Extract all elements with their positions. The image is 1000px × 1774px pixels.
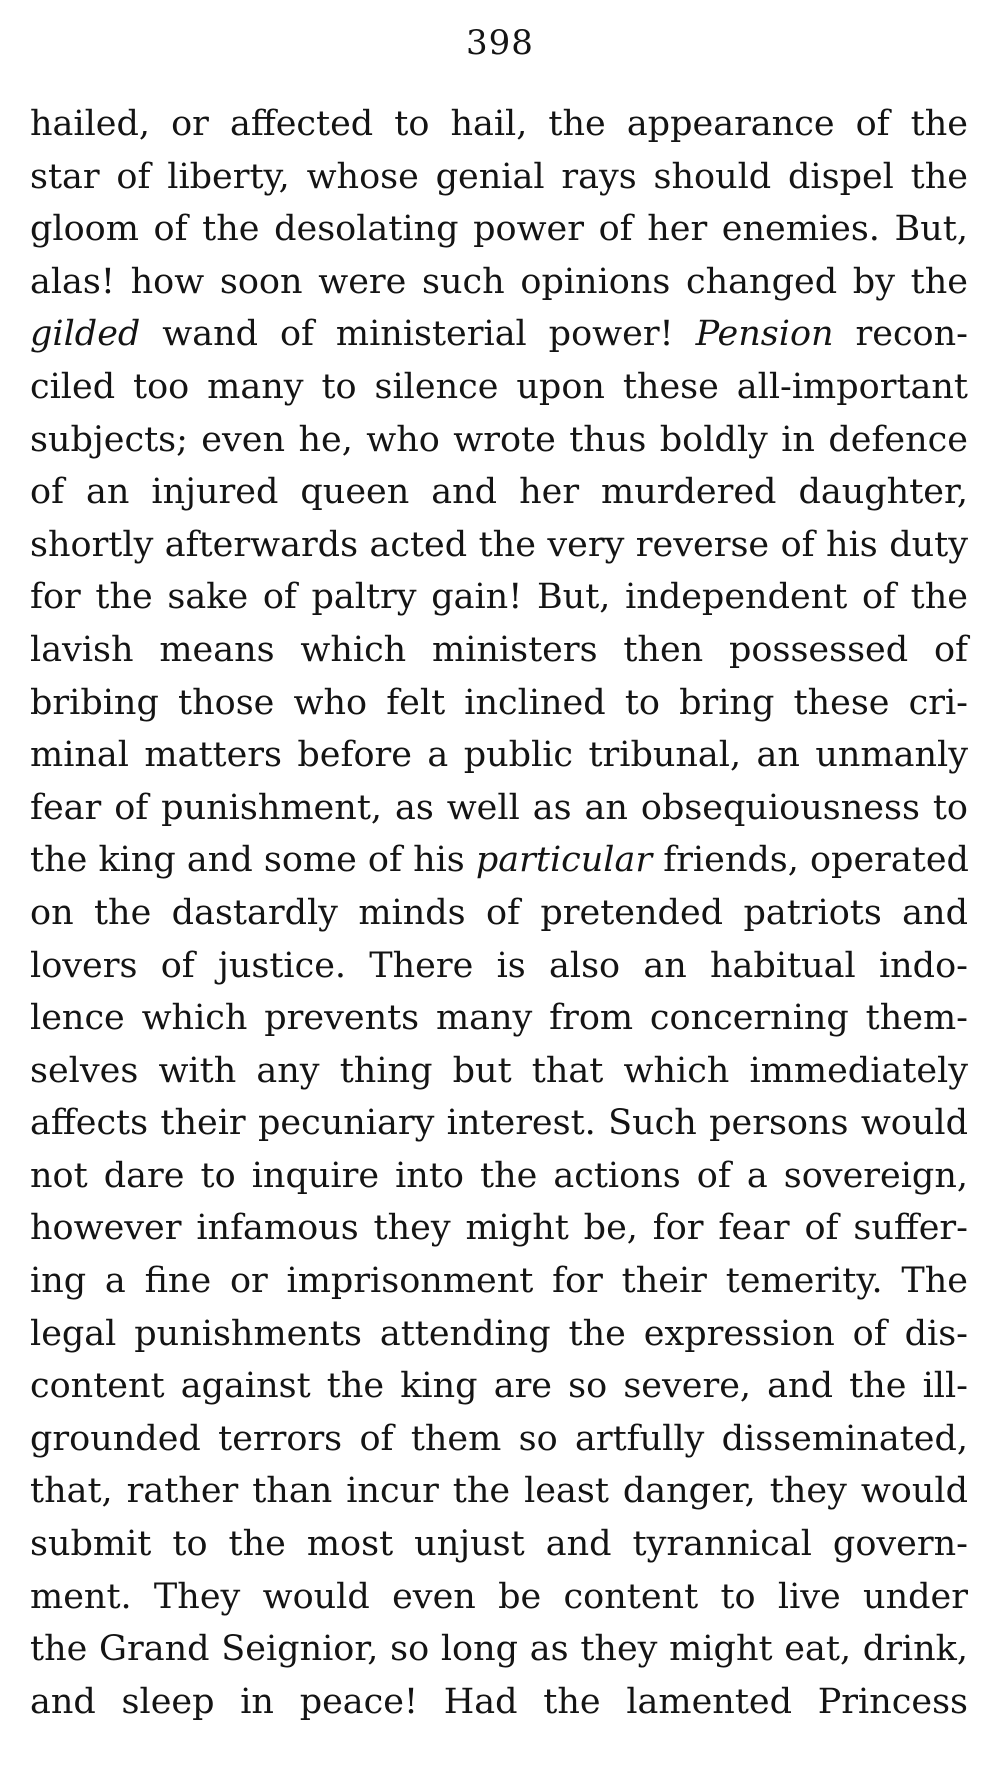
text-segment: submit to the most unjust and tyrannical govern- (30, 1524, 968, 1565)
italic-emphasis: particular (475, 840, 653, 881)
text-line (30, 1045, 968, 1098)
text-line (30, 308, 968, 361)
text-line (30, 887, 968, 940)
text-segment: that, rather than incur the least danger, they would (30, 1471, 968, 1512)
text-line (30, 1308, 968, 1361)
italic-emphasis: gilded (30, 314, 141, 355)
text-segment: content against the king are so severe, and the ill- (30, 1366, 968, 1407)
text-segment: lence which prevents many from concerning them- (30, 998, 968, 1039)
text-segment: hailed, or affected to hail, the appearance of the (30, 104, 968, 144)
text-line (30, 677, 968, 730)
text-line (30, 1150, 968, 1203)
text-line (30, 1465, 968, 1518)
text-segment: ciled too many to silence upon these all-important (30, 366, 968, 407)
text-line (30, 1571, 968, 1624)
text-segment: subjects; even he, who wrote thus boldly in defence (30, 419, 968, 460)
text-segment: on the dastardly minds of pretended patriots and (30, 892, 968, 933)
text-segment: for the sake of paltry gain! But, independent of the (30, 577, 968, 618)
text-segment: gloom of the desolating power of her enemies. But, (30, 209, 968, 250)
text-segment: however infamous they might be, for fear of suffer- (30, 1208, 968, 1249)
text-line (30, 466, 968, 519)
text-segment: legal punishments attending the expression of dis- (30, 1313, 968, 1354)
text-line (30, 782, 968, 835)
text-segment: shortly afterwards acted the very reverse of his duty (30, 524, 968, 565)
text-segment: the king and some of his (30, 840, 476, 881)
text-segment: lovers of justice. There is also an habitual indo- (30, 945, 968, 986)
text-segment: alas! how soon were such opinions changed by the (30, 261, 968, 302)
text-line (30, 151, 968, 204)
text-segment: recon- (833, 314, 968, 355)
text-line (30, 1623, 968, 1676)
text-line (30, 519, 968, 572)
text-line (30, 414, 968, 467)
italic-emphasis: Pension (695, 314, 834, 355)
text-line (30, 992, 968, 1045)
text-segment: grounded terrors of them so artfully disseminated, (30, 1418, 968, 1459)
text-line (30, 256, 968, 309)
text-segment: minal matters before a public tribunal, an unmanly (30, 735, 968, 776)
text-segment: star of liberty, whose genial rays should dispel the (30, 156, 968, 197)
text-line (30, 940, 968, 993)
text-segment: selves with any thing but that which immediately (30, 1050, 968, 1091)
text-segment: fear of punishment, as well as an obsequiousness to (30, 787, 968, 828)
text-line (30, 203, 968, 256)
body-text (30, 98, 968, 1728)
text-segment: of an injured queen and her murdered daughter, (30, 472, 968, 513)
text-segment: bribing those who felt inclined to bring these cri- (30, 682, 968, 723)
text-segment: the Grand Seignior, so long as they might eat, drink, (30, 1629, 968, 1670)
text-line (30, 624, 968, 677)
text-segment: lavish means which ministers then possessed of (30, 629, 968, 670)
text-segment: friends, operated (652, 840, 969, 881)
page-number: 398 (466, 23, 534, 63)
text-segment: ment. They would even be content to live under (30, 1576, 968, 1617)
text-line (30, 729, 968, 782)
text-segment: and sleep in peace! Had the lamented Princess (30, 1681, 968, 1722)
text-line (30, 1360, 968, 1413)
text-segment: not dare to inquire into the actions of a sovereign, (30, 1155, 968, 1196)
text-segment: affects their pecuniary interest. Such persons would (30, 1103, 968, 1144)
text-line (30, 1518, 968, 1571)
text-line (30, 1097, 968, 1150)
text-line (30, 1202, 968, 1255)
text-line (30, 834, 968, 887)
text-line (30, 1413, 968, 1466)
text-line (30, 1255, 968, 1308)
text-segment: ing a fine or imprisonment for their temerity. The (30, 1261, 968, 1302)
text-segment: wand of ministerial power! (140, 314, 696, 355)
text-line (30, 98, 968, 151)
text-line (30, 1676, 968, 1729)
text-line (30, 361, 968, 414)
text-line (30, 571, 968, 624)
